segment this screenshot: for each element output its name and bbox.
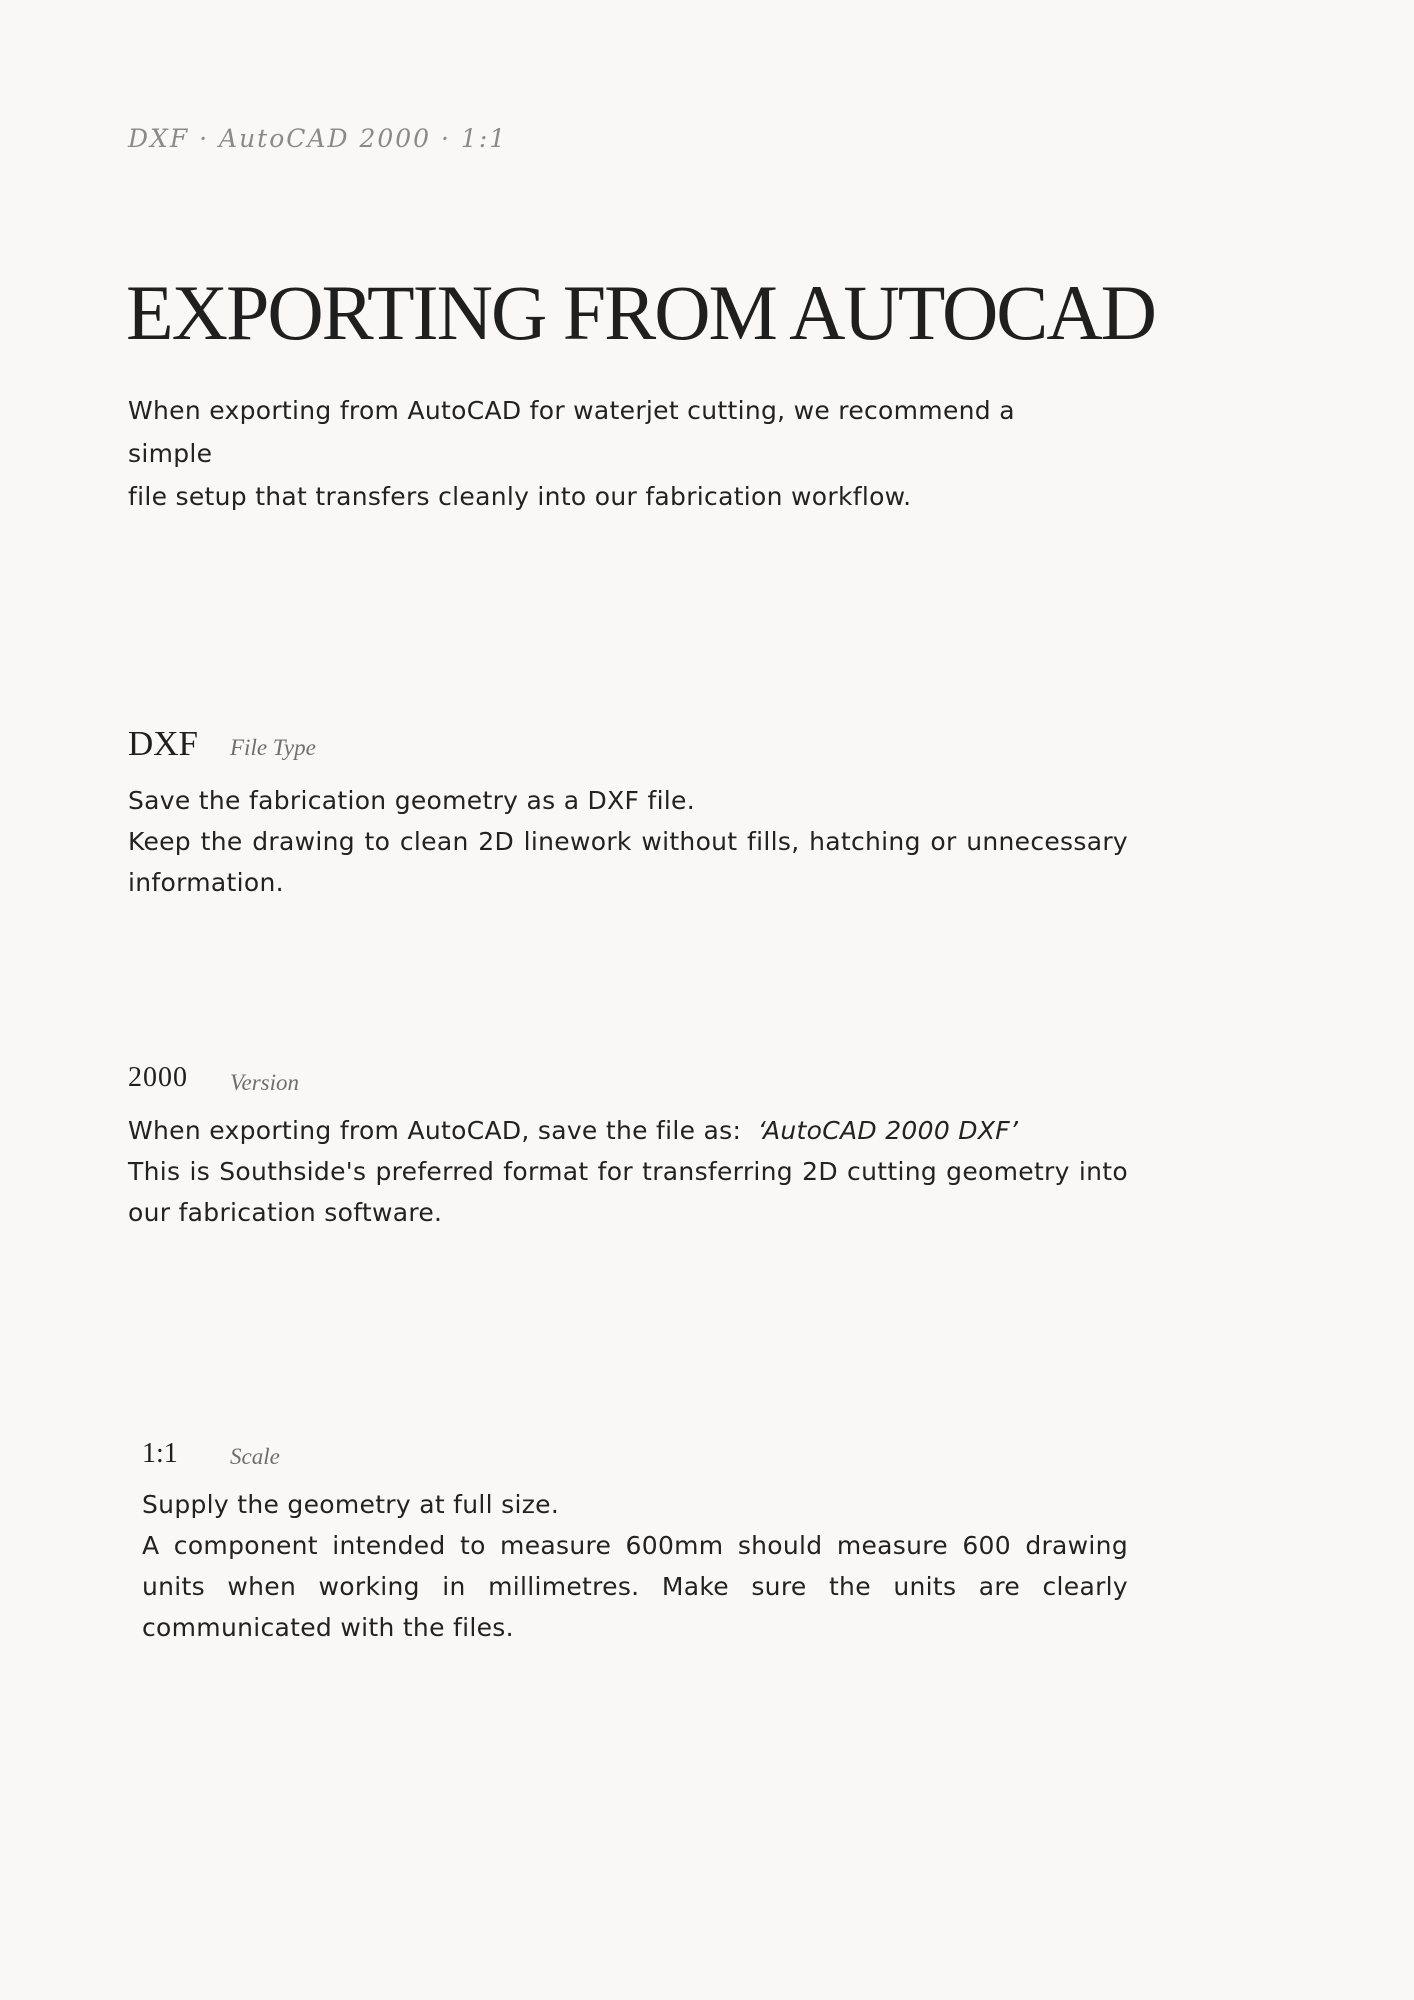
section-lead: When exporting from AutoCAD, save the file as: [128,1116,742,1145]
section-body [128,780,1128,903]
intro-line-2: file setup that transfers cleanly into our fabrication workflow. [128,482,912,511]
document-kicker: DXF · AutoCAD 2000 · 1:1 [128,124,508,153]
section-header [128,1432,1128,1492]
section-paragraph: Keep the drawing to clean 2D linework without fills, hatching or unnecessary information. [128,827,1128,897]
section-key: DXF [128,724,199,763]
section-paragraph: Supply the geometry at full size. [142,1490,560,1519]
section-paragraph: Save the fabrication geometry as a DXF file. [128,786,695,815]
section-body [142,1484,1128,1648]
section-label: Scale [230,1444,280,1469]
section-file-type [128,720,1128,903]
section-key: 2000 [128,1062,188,1093]
section-paragraph: A component intended to measure 600mm should measure 600 drawing units when working in millimetres. Make sure the units are clearly communicated with the files. [142,1531,1128,1642]
section-header [128,1058,1128,1118]
section-header [128,720,1128,780]
section-label: File Type [230,735,316,760]
section-key: 1:1 [142,1438,178,1469]
intro-paragraph [128,389,1088,518]
format-emphasis: ‘AutoCAD 2000 DXF’ [757,1116,1019,1145]
section-version [128,1058,1128,1233]
page-title: EXPORTING FROM AUTOCAD [126,269,1155,356]
section-label: Version [230,1070,299,1095]
section-scale [128,1432,1128,1648]
section-paragraph: This is Southside's preferred format for transferring 2D cutting geometry into our fabrication software. [128,1157,1128,1227]
intro-line-1: When exporting from AutoCAD for waterjet cutting, we recommend a simple [128,396,1015,468]
section-body [128,1110,1128,1233]
